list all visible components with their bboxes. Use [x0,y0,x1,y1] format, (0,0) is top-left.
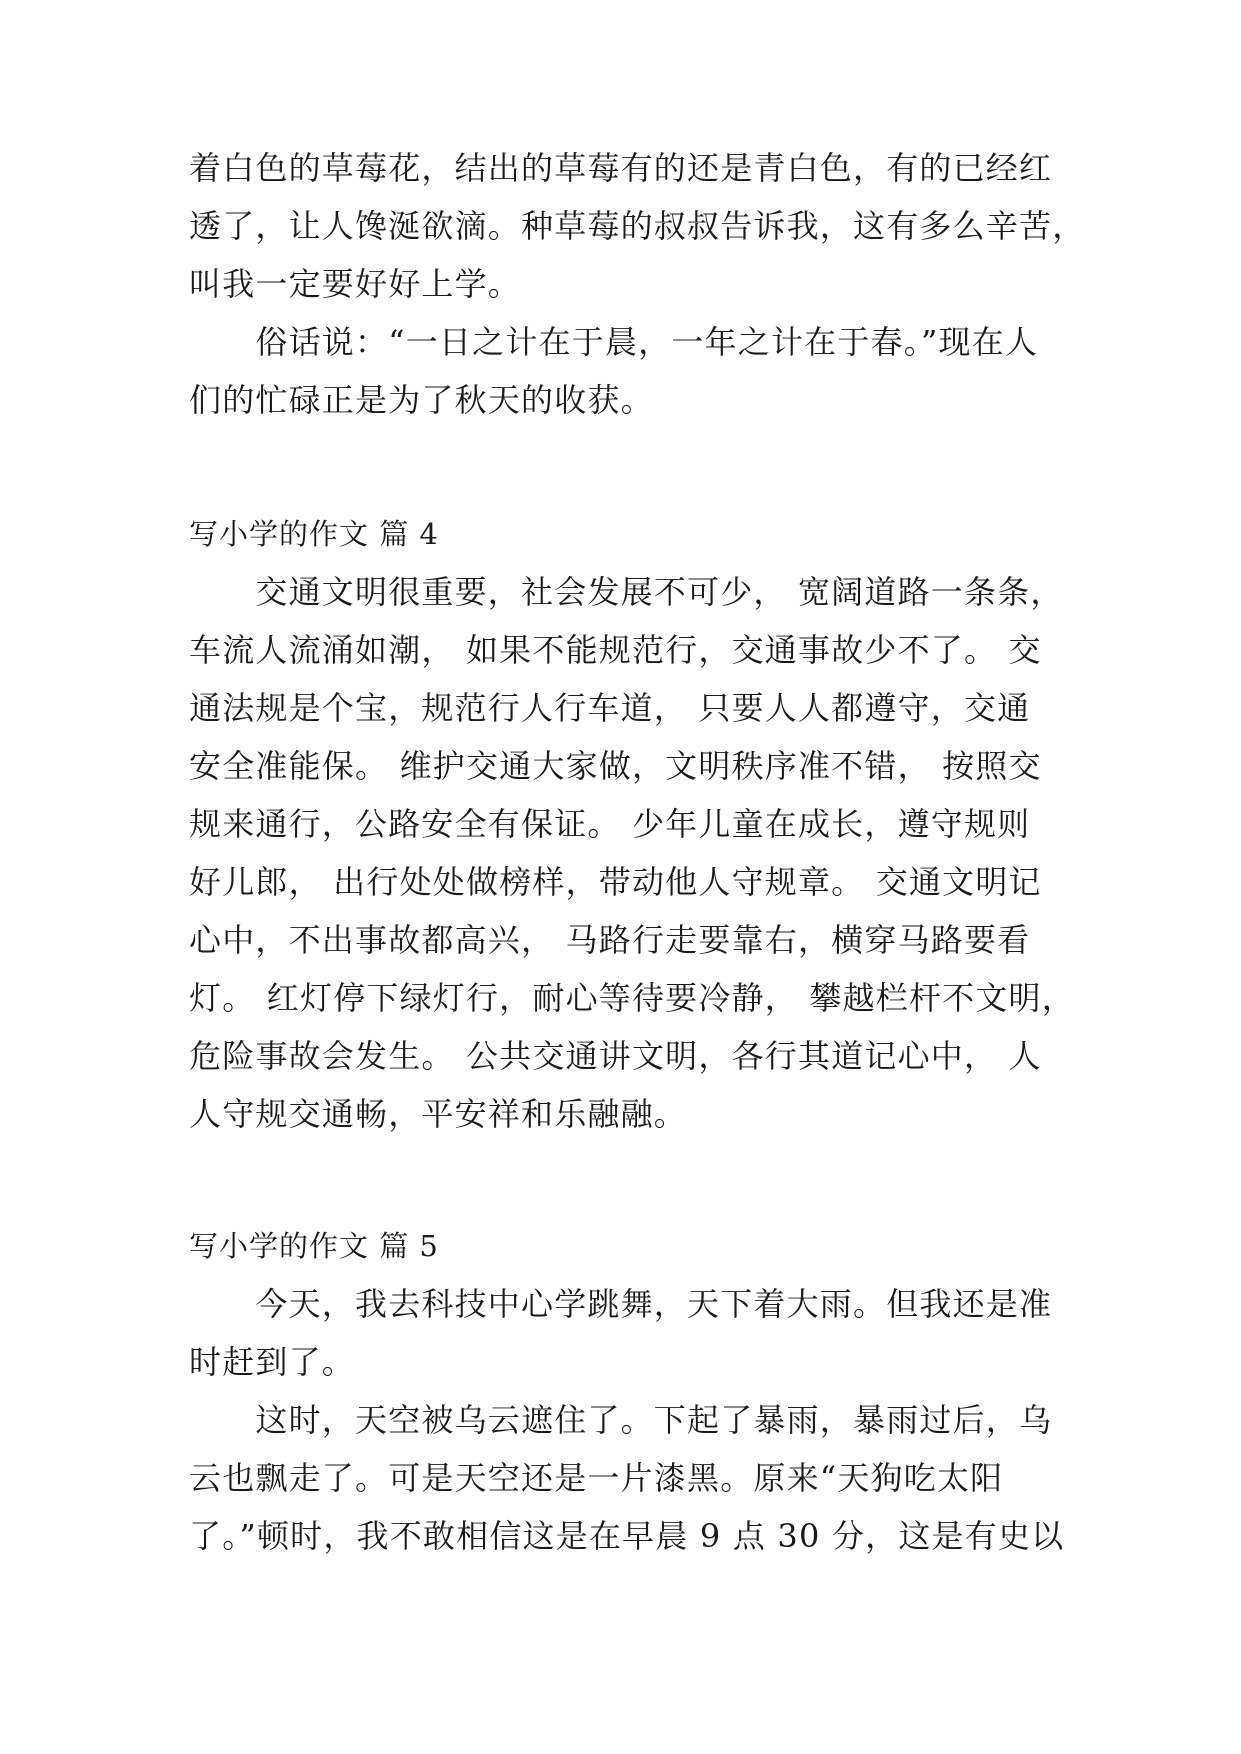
paragraph-line: 云也飘走了。可是天空还是一片漆黑。原来“天狗吃太阳 [189,1459,1004,1497]
paragraph-line: 人守规交通畅，平安祥和乐融融。 [189,1095,688,1133]
paragraph-line: 这时，天空被乌云遮住了。下起了暴雨，暴雨过后，乌 [189,1401,1053,1439]
paragraph-line: 安全准能保。 维护交通大家做，文明秩序准不错， 按照交 [189,747,1042,785]
paragraph-line: 通法规是个宝，规范行人行车道， 只要人人都遵守，交通 [189,689,1031,727]
paragraph-line: 着白色的草莓花，结出的草莓有的还是青白色，有的已经红 [189,149,1053,187]
paragraph-line: 好儿郎， 出行处处做榜样，带动他人守规章。 交通文明记 [189,863,1042,901]
paragraph-line: 车流人流涌如潮， 如果不能规范行，交通事故少不了。 交 [189,631,1042,669]
paragraph-line: 灯。 红灯停下绿灯行，耐心等待要冷静， 攀越栏杆不文明， [189,979,1075,1017]
paragraph-line: 危险事故会发生。 公共交通讲文明，各行其道记心中， 人 [189,1037,1042,1075]
paragraph-line: 叫我一定要好好上学。 [189,265,522,303]
section-heading-5: 写小学的作文 篇 5 [189,1229,439,1263]
paragraph-line: 俗话说：“一日之计在于晨，一年之计在于春。”现在人 [189,323,1039,361]
paragraph-line: 透了，让人馋涎欲滴。种草莓的叔叔告诉我，这有多么辛苦， [189,207,1086,245]
paragraph-line: 规来通行，公路安全有保证。 少年儿童在成长，遵守规则 [189,805,1031,843]
paragraph-line: 了。”顿时，我不敢相信这是在早晨 9 点 30 分，这是有史以 [189,1517,1065,1555]
paragraph-line: 时赶到了。 [189,1343,356,1381]
paragraph-line: 今天，我去科技中心学跳舞，天下着大雨。但我还是准 [189,1285,1053,1323]
paragraph-line: 们的忙碌正是为了秋天的收获。 [189,381,654,419]
paragraph-line: 心中，不出事故都高兴， 马路行走要靠右，横穿马路要看 [189,921,1031,959]
paragraph-line: 交通文明很重要，社会发展不可少， 宽阔道路一条条， [189,573,1064,611]
section-heading-4: 写小学的作文 篇 4 [189,517,439,551]
